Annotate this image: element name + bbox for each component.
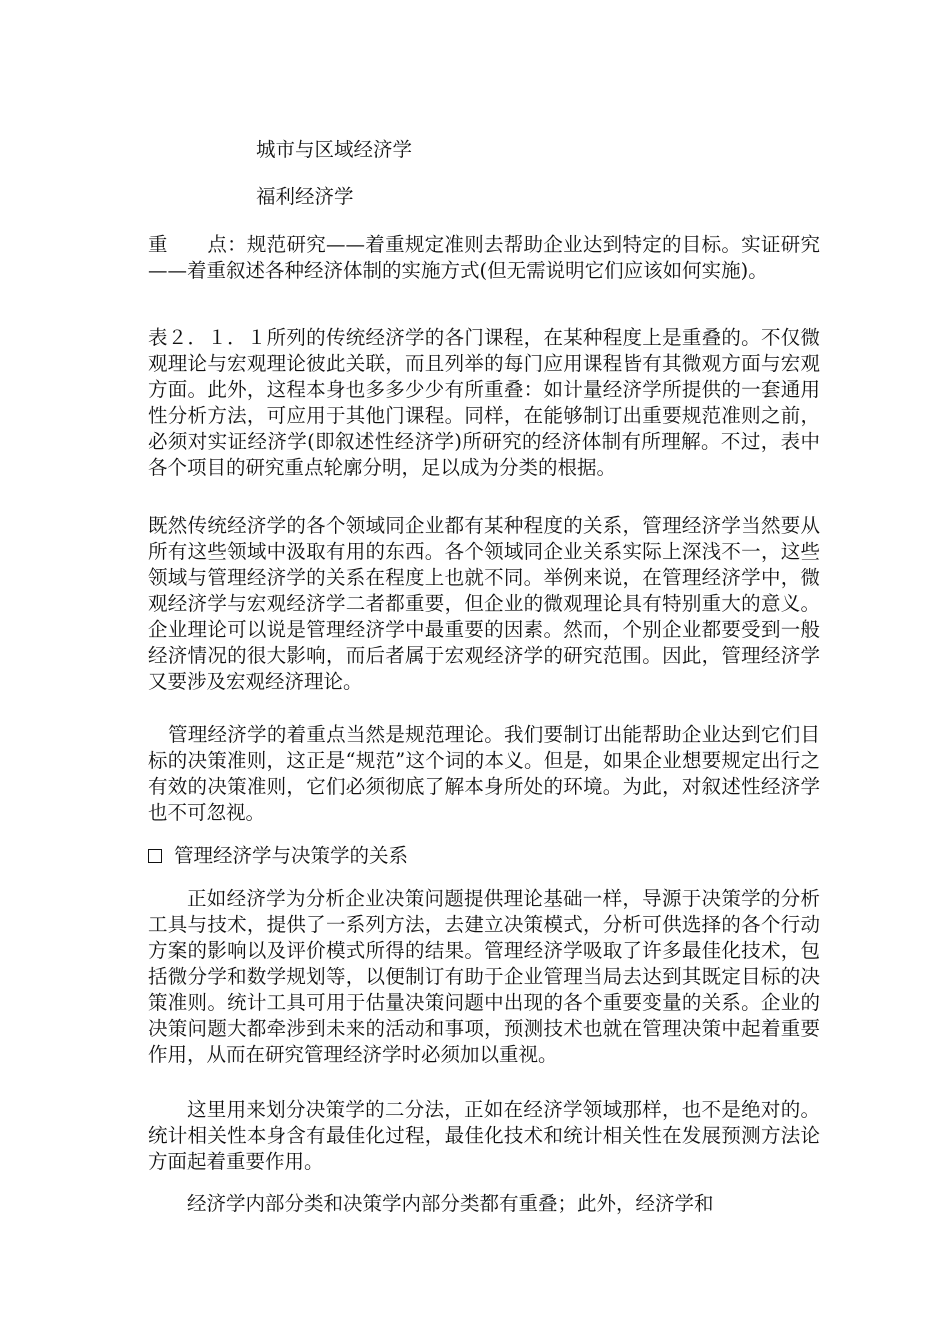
paragraph-decision-science: 正如经济学为分析企业决策问题提供理论基础一样，导源于决策学的分析工具与技术，提供了一系列方法，去建立决策模式，分析可供选择的各个行动方案的影响以及评价模式所得的结果。管理经济学吸取了许多最佳化技术，包括微分学和数学规划等，以便制订有助于企业管理当局去达到其既定目标的决策准则。统计工具可用于估量决策问题中出现的各个重要变量的关系。企业的决策问题大都牵涉到未来的活动和事项，预测技术也就在管理决策中起着重要作用，从而在研究管理经济学时必须加以重视。 bbox=[148, 887, 820, 1066]
key-points-paragraph bbox=[148, 232, 820, 284]
checkbox-icon bbox=[148, 849, 162, 863]
paragraph-managerial-economics-fields: 既然传统经济学的各个领域同企业都有某种程度的关系，管理经济学当然要从所有这些领域中汲取有用的东西。各个领域同企业关系实际上深浅不一，这些领域与管理经济学的关系在程度上也就不同。举例来说，在管理经济学中，微观经济学与宏观经济学二者都重要，但企业的微观理论具有特别重大的意义。企业理论可以说是管理经济学中最重要的因素。然而，个别企业都要受到一般经济情况的很大影响，而后者属于宏观经济学的研究范围。因此，管理经济学又要涉及宏观经济理论。 bbox=[148, 514, 820, 693]
paragraph-course-overlap: 表２．１．１所列的传统经济学的各门课程，在某种程度上是重叠的。不仅微观理论与宏观理论彼此关联，而且列举的每门应用课程皆有其微观方面与宏观方面。此外，这程本身也多多少少有所重叠：如计量经济学所提供的一套通用性分析方法，可应用于其他门课程。同样，在能够制订出重要规范准则之前，必须对实证经济学(即叙述性经济学)所研究的经济体制有所理解。不过，表中各个项目的研究重点轮廓分明，足以成为分类的根据。 bbox=[148, 326, 820, 479]
list-item-welfare-economics: 福利经济学 bbox=[256, 185, 354, 208]
section-heading-text: 管理经济学与决策学的关系 bbox=[174, 844, 409, 867]
paragraph-normative-theory: 管理经济学的着重点当然是规范理论。我们要制订出能帮助企业达到它们目标的决策准则，这正是“规范”这个词的本义。但是，如果企业想要规定出行之有效的决策准则，它们必须彻底了解本身所处的环境。为此，对叙述性经济学也不可忽视。 bbox=[148, 723, 820, 824]
paragraph-overlap-classification: 经济学内部分类和决策学内部分类都有重叠；此外，经济学和 bbox=[187, 1192, 714, 1215]
paragraph-dichotomy: 这里用来划分决策学的二分法，正如在经济学领域那样，也不是绝对的。统计相关性本身含有最佳化过程，最佳化技术和统计相关性在发展预测方法论方面起着重要作用。 bbox=[148, 1098, 820, 1173]
section-heading bbox=[148, 843, 408, 869]
key-points-text: 规范研究——着重规定准则去帮助企业达到特定的目标。实证研究——着重叙述各种经济体制的实施方式(但无需说明它们应该如何实施)。 bbox=[148, 233, 820, 282]
key-points-label: 重 点： bbox=[148, 233, 247, 256]
list-item-urban-regional-economics: 城市与区域经济学 bbox=[256, 138, 413, 161]
